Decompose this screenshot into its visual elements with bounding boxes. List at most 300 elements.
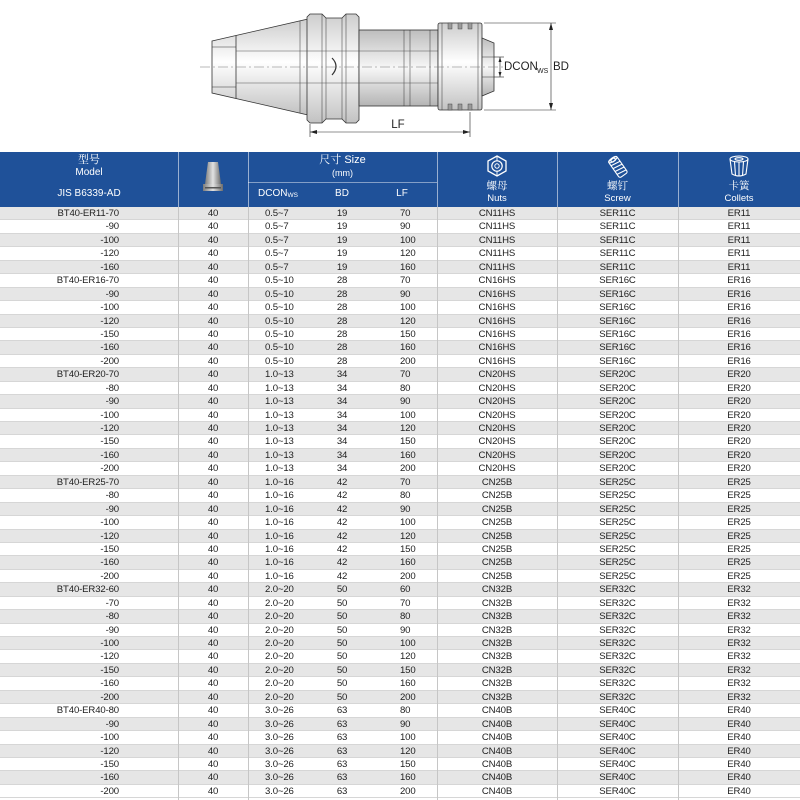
cell-model: -150 <box>100 664 119 676</box>
cell-taper: 40 <box>207 611 219 623</box>
cell-screw: SER20C <box>599 369 636 381</box>
cell-nut: CN32B <box>481 651 513 663</box>
table-row <box>0 516 800 529</box>
cell-lf: 160 <box>400 261 416 273</box>
table-row <box>0 288 800 301</box>
cell-taper: 40 <box>207 490 219 502</box>
cell-nut: CN11HS <box>478 234 516 246</box>
table-row <box>0 704 800 717</box>
cell-bd: 34 <box>336 463 348 475</box>
cell-bd: 50 <box>336 597 348 609</box>
cell-nut: CN20HS <box>478 396 516 408</box>
cell-collet: ER11 <box>727 234 751 246</box>
cell-nut: CN25B <box>481 557 513 569</box>
table-row <box>0 234 800 247</box>
cell-nut: CN32B <box>481 664 513 676</box>
cell-model: -90 <box>105 624 119 636</box>
cell-dcon: 3.0~26 <box>265 785 294 797</box>
table-row <box>0 677 800 690</box>
cell-lf: 90 <box>400 718 411 730</box>
cell-lf: 120 <box>400 651 416 663</box>
cell-dcon: 1.0~16 <box>265 530 294 542</box>
table-row <box>0 785 800 798</box>
cell-model: -200 <box>100 463 119 475</box>
cell-nut: CN20HS <box>478 463 516 475</box>
cell-bd: 19 <box>336 221 348 233</box>
cell-collet: ER40 <box>727 705 751 717</box>
cell-screw: SER16C <box>599 315 636 327</box>
cell-bd: 34 <box>336 369 348 381</box>
column-divider <box>678 207 679 800</box>
cell-dcon: 1.0~16 <box>265 490 294 502</box>
cell-model: -160 <box>100 261 119 273</box>
cell-bd: 28 <box>336 342 348 354</box>
cell-nut: CN11HS <box>478 208 516 219</box>
cell-nut: CN32B <box>481 678 513 690</box>
nut-icon <box>486 155 508 177</box>
collet-nut <box>438 23 482 110</box>
cell-lf: 100 <box>400 638 416 649</box>
cell-taper: 40 <box>207 772 219 784</box>
nuts-header-cn: 螺母 <box>486 180 508 192</box>
screw-header-en: Screw <box>604 193 631 204</box>
cell-model: -120 <box>100 530 119 542</box>
cell-screw: SER25C <box>599 476 636 488</box>
cell-lf: 120 <box>400 315 416 327</box>
cell-nut: CN25B <box>481 570 513 582</box>
cell-nut: CN16HS <box>478 288 516 300</box>
cell-model: -120 <box>100 315 119 327</box>
cell-nut: CN32B <box>481 597 513 609</box>
cell-screw: SER16C <box>599 328 636 340</box>
cell-taper: 40 <box>207 409 219 421</box>
cell-bd: 42 <box>336 530 348 542</box>
cell-model: -160 <box>100 342 119 354</box>
table-row <box>0 556 800 569</box>
table-row <box>0 691 800 704</box>
cell-collet: ER32 <box>727 624 751 636</box>
cell-dcon: 3.0~26 <box>265 732 294 744</box>
cell-nut: CN20HS <box>478 409 516 421</box>
cell-bd: 28 <box>336 275 348 287</box>
cell-model: BT40-ER11-70 <box>57 208 119 219</box>
cell-taper: 40 <box>207 449 219 461</box>
cell-nut: CN32B <box>481 691 513 703</box>
cell-dcon: 1.0~16 <box>265 517 294 529</box>
taper-shank-icon <box>200 160 226 194</box>
cell-screw: SER32C <box>599 651 636 663</box>
cell-model: -100 <box>100 517 119 529</box>
table-row <box>0 315 800 328</box>
cell-taper: 40 <box>207 530 219 542</box>
cell-nut: CN32B <box>481 624 513 636</box>
cell-collet: ER25 <box>727 570 751 582</box>
cell-nut: CN25B <box>481 517 513 529</box>
cell-screw: SER25C <box>599 517 636 529</box>
cell-bd: 63 <box>336 785 348 797</box>
cell-taper: 40 <box>207 423 219 434</box>
cell-taper: 40 <box>207 570 219 582</box>
cell-screw: SER40C <box>599 705 636 717</box>
cell-taper: 40 <box>207 785 219 797</box>
cell-taper: 40 <box>207 691 219 703</box>
cell-screw: SER32C <box>599 691 636 703</box>
cell-model: -90 <box>105 221 119 233</box>
cell-nut: CN16HS <box>478 302 516 314</box>
cell-taper: 40 <box>207 396 219 408</box>
cell-bd: 19 <box>336 208 348 219</box>
cell-lf: 70 <box>400 597 411 609</box>
table-row <box>0 395 800 408</box>
table-row <box>0 745 800 758</box>
cell-dcon: 3.0~26 <box>265 745 294 757</box>
cell-collet: ER32 <box>727 597 751 609</box>
cell-lf: 70 <box>400 476 411 488</box>
cell-screw: SER25C <box>599 530 636 542</box>
cell-model: -100 <box>100 302 119 314</box>
table-row <box>0 207 800 220</box>
spec-table-body <box>0 207 800 800</box>
cell-model: -80 <box>105 382 119 394</box>
column-divider <box>178 207 179 800</box>
cell-bd: 50 <box>336 678 348 690</box>
cell-bd: 50 <box>336 691 348 703</box>
cell-collet: ER20 <box>727 423 751 434</box>
cell-bd: 42 <box>336 570 348 582</box>
collets-header-cn: 卡簧 <box>728 180 750 192</box>
cell-lf: 150 <box>400 328 416 340</box>
cell-model: -200 <box>100 355 119 367</box>
cell-lf: 150 <box>400 758 416 770</box>
cell-bd: 50 <box>336 624 348 636</box>
cell-collet: ER32 <box>727 664 751 676</box>
cell-taper: 40 <box>207 476 219 488</box>
cell-lf: 90 <box>400 288 411 300</box>
cell-collet: ER16 <box>727 328 751 340</box>
cell-dcon: 0.5~10 <box>265 328 294 340</box>
cell-collet: ER40 <box>727 732 751 744</box>
cell-model: BT40-ER40-80 <box>56 705 119 717</box>
model-header-cn: 型号 <box>78 154 100 166</box>
cell-model: -90 <box>105 396 119 408</box>
cell-collet: ER25 <box>727 530 751 542</box>
cell-lf: 70 <box>400 369 411 381</box>
cell-nut: CN25B <box>481 476 513 488</box>
cell-nut: CN40B <box>481 785 513 797</box>
cell-taper: 40 <box>207 664 219 676</box>
cell-bd: 63 <box>336 745 348 757</box>
table-row <box>0 530 800 543</box>
cell-model: -100 <box>100 234 119 246</box>
cell-taper: 40 <box>207 745 219 757</box>
cell-dcon: 1.0~13 <box>265 463 294 475</box>
cell-screw: SER16C <box>599 355 636 367</box>
cell-model: -150 <box>100 328 119 340</box>
cell-bd: 50 <box>336 664 348 676</box>
standard-label: JIS B6339-AD <box>57 188 121 199</box>
cell-nut: CN25B <box>481 503 513 515</box>
cell-nut: CN32B <box>481 638 513 649</box>
cell-screw: SER16C <box>599 302 636 314</box>
cell-screw: SER25C <box>599 543 636 555</box>
table-row <box>0 462 800 475</box>
cell-screw: SER32C <box>599 678 636 690</box>
cell-taper: 40 <box>207 221 219 233</box>
table-row <box>0 355 800 368</box>
cell-lf: 80 <box>400 382 411 394</box>
cell-bd: 42 <box>336 490 348 502</box>
cell-nut: CN40B <box>481 745 513 757</box>
cell-collet: ER32 <box>727 584 751 596</box>
bd-label: BD <box>553 61 569 73</box>
column-divider <box>437 207 438 800</box>
cell-nut: CN20HS <box>478 449 516 461</box>
cell-bd: 42 <box>336 517 348 529</box>
cell-taper: 40 <box>207 234 219 246</box>
table-row <box>0 624 800 637</box>
table-row <box>0 476 800 489</box>
cell-taper: 40 <box>207 517 219 529</box>
cell-taper: 40 <box>207 705 219 717</box>
cell-collet: ER16 <box>727 275 751 287</box>
cell-bd: 19 <box>336 234 348 246</box>
cell-lf: 150 <box>400 436 416 448</box>
cell-collet: ER40 <box>727 745 751 757</box>
cell-collet: ER32 <box>727 638 751 649</box>
cell-bd: 28 <box>336 328 348 340</box>
cell-screw: SER25C <box>599 570 636 582</box>
cell-lf: 120 <box>400 530 416 542</box>
cell-lf: 90 <box>400 624 411 636</box>
cell-collet: ER20 <box>727 409 751 421</box>
cell-lf: 70 <box>400 275 411 287</box>
table-row <box>0 610 800 623</box>
flange <box>307 14 359 123</box>
cell-collet: ER20 <box>727 449 751 461</box>
screw-header-cn: 螺钉 <box>607 180 628 192</box>
table-row <box>0 261 800 274</box>
column-divider <box>557 207 558 800</box>
cell-nut: CN20HS <box>478 436 516 448</box>
model-header-en: Model <box>75 167 103 178</box>
cell-lf: 200 <box>400 463 416 475</box>
table-row <box>0 422 800 435</box>
cell-nut: CN40B <box>481 732 513 744</box>
cell-nut: CN40B <box>481 718 513 730</box>
cell-model: -150 <box>100 436 119 448</box>
cell-taper: 40 <box>207 758 219 770</box>
cell-lf: 160 <box>400 772 416 784</box>
cell-model: -80 <box>105 611 119 623</box>
table-row <box>0 489 800 502</box>
cell-dcon: 3.0~26 <box>265 718 294 730</box>
cell-screw: SER11C <box>599 234 636 246</box>
cell-dcon: 1.0~13 <box>265 449 294 461</box>
cell-model: -150 <box>100 758 119 770</box>
cell-lf: 160 <box>400 449 416 461</box>
cell-lf: 90 <box>400 396 411 408</box>
cell-dcon: 0.5~7 <box>265 221 289 233</box>
cell-screw: SER25C <box>599 503 636 515</box>
cell-lf: 200 <box>400 355 416 367</box>
cell-lf: 160 <box>400 342 416 354</box>
table-row <box>0 583 800 596</box>
cell-taper: 40 <box>207 355 219 367</box>
cell-model: -200 <box>100 785 119 797</box>
cell-lf: 100 <box>400 234 416 246</box>
table-row <box>0 637 800 650</box>
cell-bd: 63 <box>336 718 348 730</box>
cell-model: -120 <box>100 423 119 434</box>
cell-nut: CN25B <box>481 490 513 502</box>
cell-bd: 50 <box>336 651 348 663</box>
cell-taper: 40 <box>207 248 219 260</box>
cell-collet: ER25 <box>727 503 751 515</box>
table-row <box>0 597 800 610</box>
table-row <box>0 771 800 784</box>
cell-screw: SER40C <box>599 785 636 797</box>
table-row <box>0 718 800 731</box>
cell-taper: 40 <box>207 315 219 327</box>
cell-collet: ER16 <box>727 342 751 354</box>
cell-collet: ER11 <box>727 208 751 219</box>
cell-taper: 40 <box>207 584 219 596</box>
size-header-divider <box>248 182 437 183</box>
cell-dcon: 2.0~20 <box>265 638 294 649</box>
cell-taper: 40 <box>207 597 219 609</box>
cell-taper: 40 <box>207 678 219 690</box>
cell-dcon: 1.0~16 <box>265 543 294 555</box>
cell-dcon: 2.0~20 <box>265 691 294 703</box>
table-row <box>0 220 800 233</box>
cell-lf: 200 <box>400 570 416 582</box>
cell-model: -160 <box>100 772 119 784</box>
header-divider <box>178 152 179 207</box>
cell-taper: 40 <box>207 463 219 475</box>
cell-screw: SER20C <box>599 449 636 461</box>
cell-dcon: 0.5~10 <box>265 288 294 300</box>
cell-taper: 40 <box>207 651 219 663</box>
cell-bd: 19 <box>336 261 348 273</box>
cell-model: -160 <box>100 678 119 690</box>
cell-bd: 19 <box>336 248 348 260</box>
column-divider <box>248 207 249 800</box>
cell-collet: ER16 <box>727 355 751 367</box>
size-header-en: Size <box>344 154 366 166</box>
cell-model: -160 <box>100 557 119 569</box>
cell-screw: SER32C <box>599 664 636 676</box>
cell-screw: SER11C <box>599 261 636 273</box>
cell-screw: SER20C <box>599 423 636 434</box>
cell-model: -120 <box>100 745 119 757</box>
cell-screw: SER32C <box>599 611 636 623</box>
cell-collet: ER20 <box>727 369 751 381</box>
cell-bd: 42 <box>336 543 348 555</box>
cell-lf: 120 <box>400 745 416 757</box>
cell-collet: ER20 <box>727 396 751 408</box>
cell-taper: 40 <box>207 275 219 287</box>
cell-collet: ER20 <box>727 382 751 394</box>
cell-screw: SER11C <box>599 208 636 219</box>
table-row <box>0 758 800 771</box>
cell-screw: SER40C <box>599 732 636 744</box>
collets-header-en: Collets <box>724 193 754 204</box>
cell-dcon: 1.0~16 <box>265 570 294 582</box>
cell-nut: CN16HS <box>478 355 516 367</box>
cell-model: -70 <box>105 597 119 609</box>
collet-icon <box>726 154 752 180</box>
cell-bd: 50 <box>336 638 348 649</box>
cell-dcon: 3.0~26 <box>265 772 294 784</box>
cell-bd: 63 <box>336 732 348 744</box>
table-header <box>0 152 800 207</box>
nuts-header-en: Nuts <box>487 193 507 204</box>
cell-dcon: 2.0~20 <box>265 624 294 636</box>
cell-nut: CN40B <box>481 705 513 717</box>
cell-model: BT40-ER32-60 <box>56 584 119 596</box>
cell-dcon: 3.0~26 <box>265 758 294 770</box>
cell-model: -150 <box>100 543 119 555</box>
table-row <box>0 435 800 448</box>
cell-lf: 80 <box>400 490 411 502</box>
cell-screw: SER11C <box>599 248 636 260</box>
cell-dcon: 1.0~13 <box>265 409 294 421</box>
cell-nut: CN25B <box>481 543 513 555</box>
cell-dcon: 1.0~13 <box>265 423 294 434</box>
lf-header: LF <box>396 188 408 199</box>
cell-screw: SER40C <box>599 718 636 730</box>
dcon-subscript: WS <box>537 68 549 75</box>
cell-model: -120 <box>100 651 119 663</box>
cell-taper: 40 <box>207 261 219 273</box>
cell-dcon: 0.5~10 <box>265 342 294 354</box>
cell-screw: SER25C <box>599 557 636 569</box>
cell-bd: 34 <box>336 449 348 461</box>
dcon-header-subscript: WS <box>287 192 298 199</box>
cell-taper: 40 <box>207 543 219 555</box>
cell-model: -80 <box>105 490 119 502</box>
cell-dcon: 3.0~26 <box>265 705 294 717</box>
cell-dcon: 1.0~13 <box>265 436 294 448</box>
cell-model: -90 <box>105 503 119 515</box>
cell-bd: 28 <box>336 355 348 367</box>
cell-collet: ER20 <box>727 436 751 448</box>
cell-dcon: 0.5~10 <box>265 275 294 287</box>
cell-nut: CN40B <box>481 758 513 770</box>
table-row <box>0 449 800 462</box>
cell-lf: 80 <box>400 705 411 717</box>
cell-screw: SER40C <box>599 745 636 757</box>
cell-taper: 40 <box>207 328 219 340</box>
cell-taper: 40 <box>207 436 219 448</box>
cell-taper: 40 <box>207 382 219 394</box>
table-row <box>0 650 800 663</box>
cell-screw: SER25C <box>599 490 636 502</box>
cell-bd: 34 <box>336 382 348 394</box>
table-row <box>0 382 800 395</box>
cell-bd: 42 <box>336 476 348 488</box>
bd-header: BD <box>335 188 349 199</box>
cell-dcon: 0.5~10 <box>265 302 294 314</box>
cell-nut: CN11HS <box>478 221 516 233</box>
cell-collet: ER25 <box>727 490 751 502</box>
cell-screw: SER20C <box>599 463 636 475</box>
cell-lf: 160 <box>400 678 416 690</box>
cell-model: -120 <box>100 248 119 260</box>
cell-dcon: 2.0~20 <box>265 584 294 596</box>
cell-screw: SER20C <box>599 382 636 394</box>
cell-bd: 42 <box>336 503 348 515</box>
